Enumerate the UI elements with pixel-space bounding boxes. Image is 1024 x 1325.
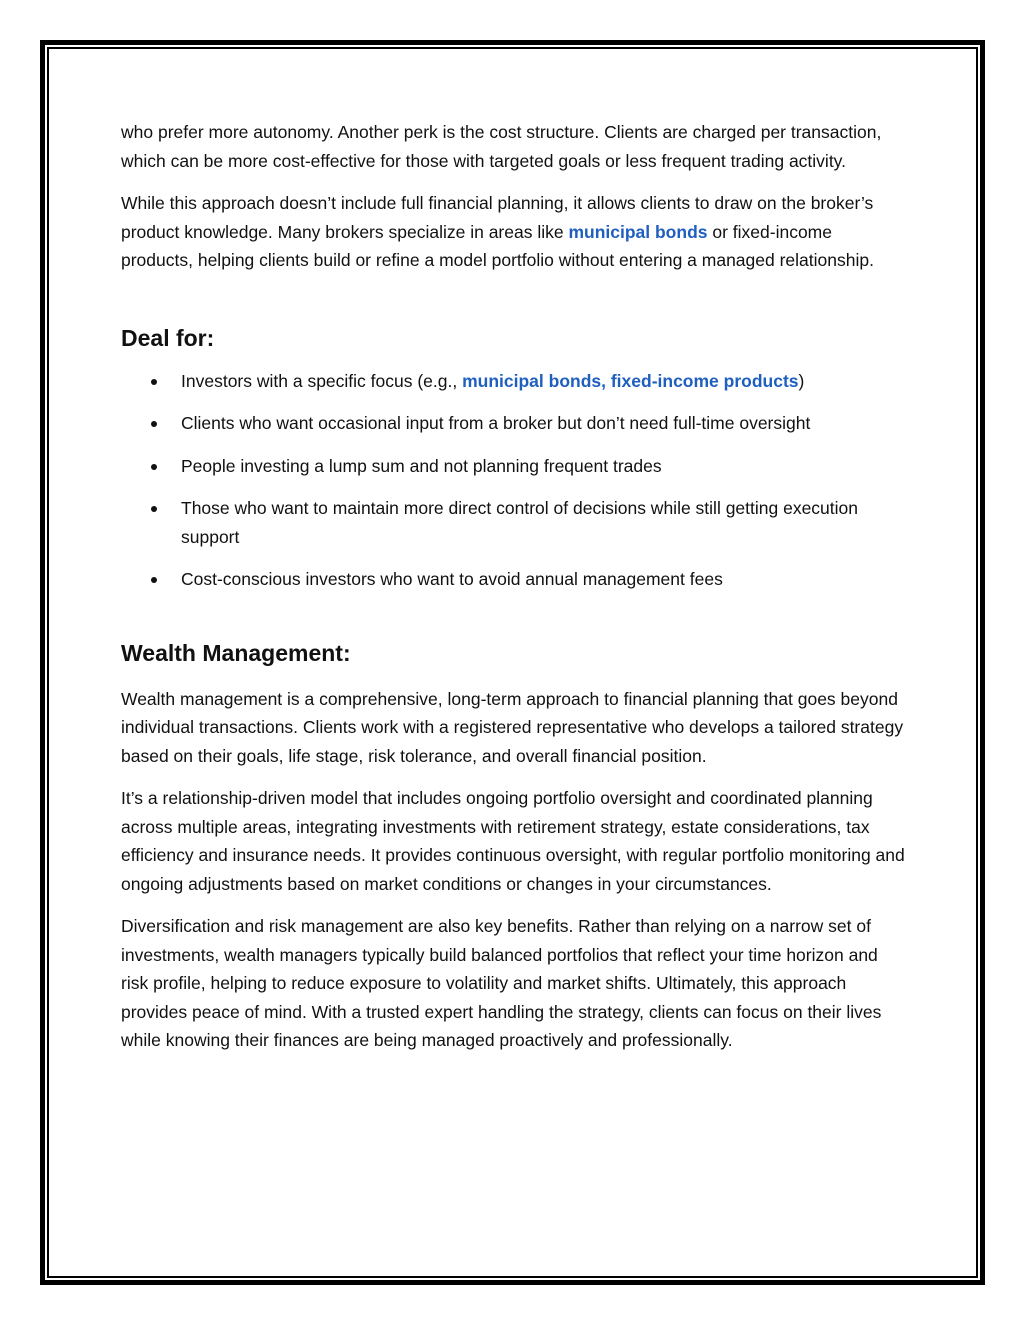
- municipal-bonds-fixed-income-link[interactable]: municipal bonds, fixed-income products: [462, 370, 799, 391]
- bullet-icon: [151, 577, 157, 583]
- paragraph-autonomy: who prefer more autonomy. Another perk is the cost structure. Clients are charged per transaction, which can be more cost-effective for those with targeted goals or less frequent trading activity.: [121, 122, 882, 171]
- bullet-icon: [151, 379, 157, 385]
- wealth-management-heading: Wealth Management:: [121, 639, 351, 666]
- list-item-text: Investors with a specific focus (e.g.,: [181, 370, 463, 391]
- paragraph-diversification: Diversification and risk management are also key benefits. Rather than relying on a narrow set of investments, wealth managers typically build balanced portfolios that reflect your time horizon and risk profile, helping to reduce exposure to volatility and market shifts. Ultimately, this approach provides peace of mind. With a trusted expert handling the strategy, clients can focus on their lives while knowing their finances are being managed proactively and professionally.: [121, 916, 882, 1050]
- deal-for-heading: Deal for:: [121, 324, 215, 351]
- municipal-bonds-link[interactable]: municipal bonds: [568, 221, 708, 242]
- list-item: [121, 409, 906, 438]
- bullet-icon: [151, 506, 157, 512]
- list-item-text: People investing a lump sum and not planning frequent trades: [181, 455, 662, 476]
- document-body: [121, 118, 906, 1069]
- bullet-icon: [151, 421, 157, 427]
- paragraph-relationship-model: It’s a relationship-driven model that includes ongoing portfolio oversight and coordinated planning across multiple areas, integrating investments with retirement strategy, estate considerations, tax efficiency and insurance needs. It provides continuous oversight, with regular portfolio monitoring and ongoing adjustments based on market conditions or changes in your circumstances.: [121, 788, 905, 894]
- list-item-text: Those who want to maintain more direct control of decisions while still getting execution support: [181, 498, 859, 547]
- list-item: [121, 494, 906, 551]
- list-item: [121, 367, 906, 396]
- paragraph-wealth-overview: Wealth management is a comprehensive, long-term approach to financial planning that goes beyond individual transactions. Clients work with a registered representative who develops a tailored strategy based on their goals, life stage, risk tolerance, and overall financial position.: [121, 688, 904, 766]
- paragraph-text: or fixed-income products, helping clients build or refine a model portfolio without entering a managed relationship.: [121, 221, 874, 270]
- list-item: [121, 452, 906, 481]
- paragraph-product-knowledge: [121, 189, 906, 275]
- bullet-icon: [151, 464, 157, 470]
- deal-for-list: [121, 367, 906, 594]
- paragraph-text: While this approach doesn’t include full financial planning, it allows clients to draw on the broker’s product knowledge. Many brokers specialize in areas like: [121, 193, 874, 242]
- list-item-text: Clients who want occasional input from a broker but don’t need full-time oversight: [181, 413, 811, 433]
- list-item: [121, 565, 906, 594]
- list-item-text: Cost-conscious investors who want to avoid annual management fees: [181, 569, 723, 589]
- list-item-text: ): [798, 370, 805, 391]
